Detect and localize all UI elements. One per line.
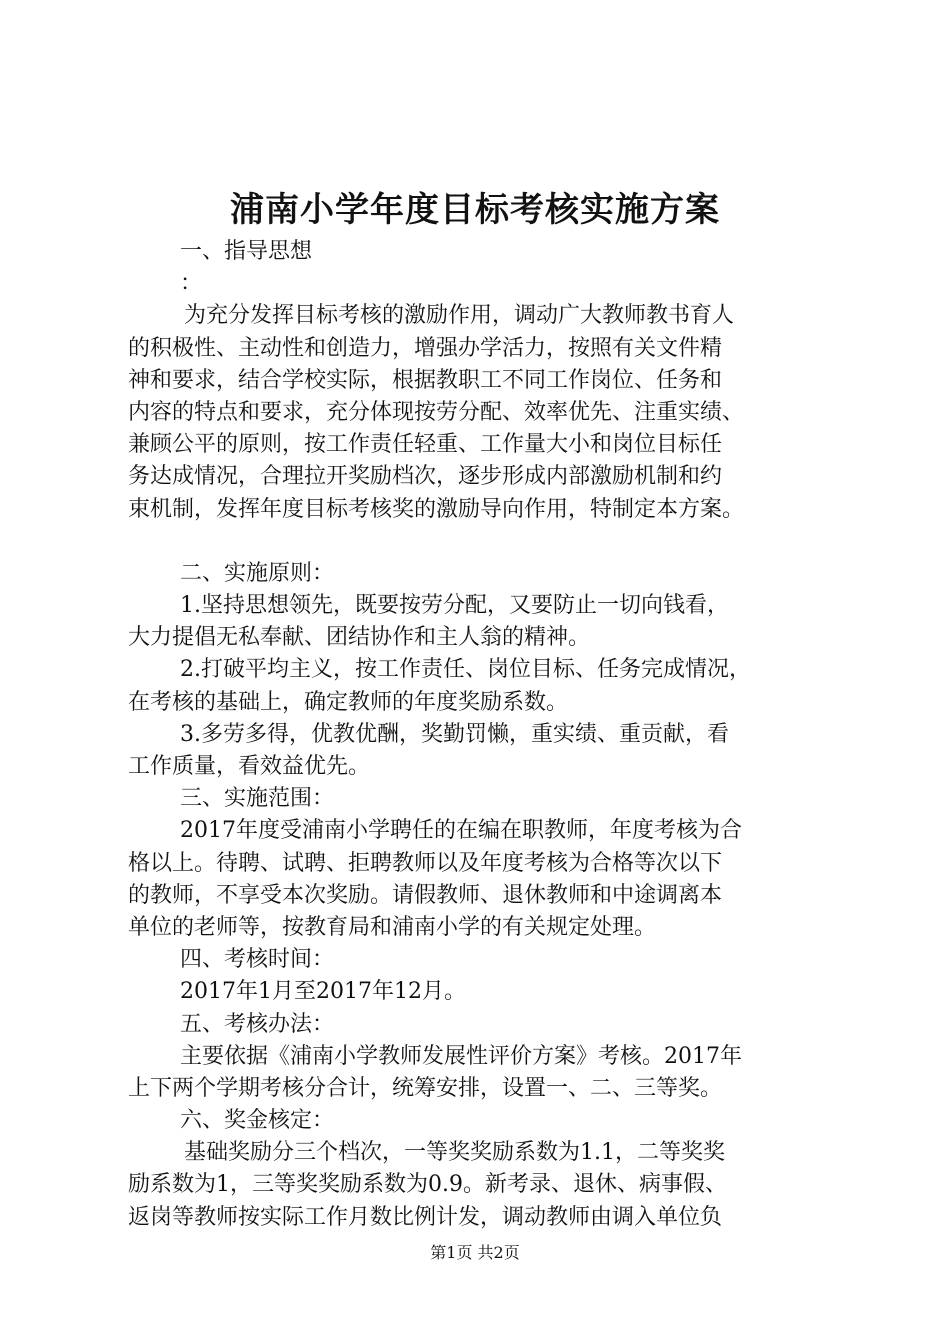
- paragraph-line: 工作质量，看效益优先。: [128, 754, 371, 779]
- section-heading-period: 四、考核时间：: [180, 947, 335, 973]
- blank-line: [128, 526, 848, 558]
- paragraph-line: 单位的老师等，按教育局和浦南小学的有关规定处理。: [128, 914, 657, 940]
- stray-colon: ：: [180, 271, 203, 297]
- paragraph-line: 的教师，不享受本次奖励。请假教师、退休教师和中途调离本: [128, 882, 723, 908]
- paragraph-line: 励系数为1，三等奖奖励系数为0.9。新考录、退休、病事假、: [128, 1172, 727, 1198]
- paragraph-line: 的积极性、主动性和创造力，增强办学活力，按照有关文件精: [128, 335, 723, 361]
- paragraph-line: 3.多劳多得，优教优酬，奖勤罚懒，重实绩、重贡献，看: [180, 721, 729, 747]
- paragraph-line: 格以上。待聘、试聘、拒聘教师以及年度考核为合格等次以下: [128, 850, 723, 876]
- document-title: 浦南小学年度目标考核实施方案: [230, 190, 720, 230]
- section-heading-scope: 三、实施范围：: [180, 786, 335, 812]
- paragraph-line: 1.坚持思想领先，既要按劳分配，又要防止一切向钱看，: [180, 593, 729, 619]
- paragraph-line: 2.打破平均主义，按工作责任、岗位目标、任务完成情况，: [180, 657, 751, 683]
- section-heading-bonus: 六、奖金核定：: [180, 1108, 335, 1134]
- section-heading-guiding-ideology: 一、指导思想: [180, 239, 313, 264]
- paragraph-line: 基础奖励分三个档次，一等奖奖励系数为1.1，二等奖奖: [184, 1140, 725, 1166]
- paragraph-line: 主要依据《浦南小学教师发展性评价方案》考核。2017年: [180, 1043, 742, 1069]
- section-heading-method: 五、考核办法：: [180, 1011, 335, 1037]
- section-heading-principles: 二、实施原则：: [180, 560, 335, 586]
- paragraph-line: 内容的特点和要求，充分体现按劳分配、效率优先、注重实绩、: [128, 399, 745, 425]
- page-footer: 第1页 共2页: [430, 1243, 520, 1262]
- paragraph-line: 大力提倡无私奉献、团结协作和主人翁的精神。: [128, 625, 591, 651]
- paragraph-line: 在考核的基础上，确定教师的年度奖励系数。: [128, 689, 569, 715]
- paragraph-line: 务达成情况，合理拉开奖励档次，逐步形成内部激励机制和约: [128, 464, 723, 490]
- paragraph-line: 2017年度受浦南小学聘任的在编在职教师，年度考核为合: [180, 818, 742, 844]
- paragraph-line: 兼顾公平的原则，按工作责任轻重、工作量大小和岗位目标任: [128, 432, 723, 458]
- paragraph-line: 2017年1月至2017年12月。: [180, 979, 466, 1005]
- paragraph-line: 神和要求，结合学校实际，根据教职工不同工作岗位、任务和: [128, 367, 723, 393]
- paragraph-line: 为充分发挥目标考核的激励作用，调动广大教师教书育人: [184, 303, 735, 329]
- document-body: [128, 236, 848, 1234]
- paragraph-line: 束机制，发挥年度目标考核奖的激励导向作用，特制定本方案。: [128, 496, 745, 522]
- paragraph-line: 返岗等教师按实际工作月数比例计发，调动教师由调入单位负: [128, 1204, 723, 1230]
- paragraph-line: 上下两个学期考核分合计，统筹安排，设置一、二、三等奖。: [128, 1075, 723, 1101]
